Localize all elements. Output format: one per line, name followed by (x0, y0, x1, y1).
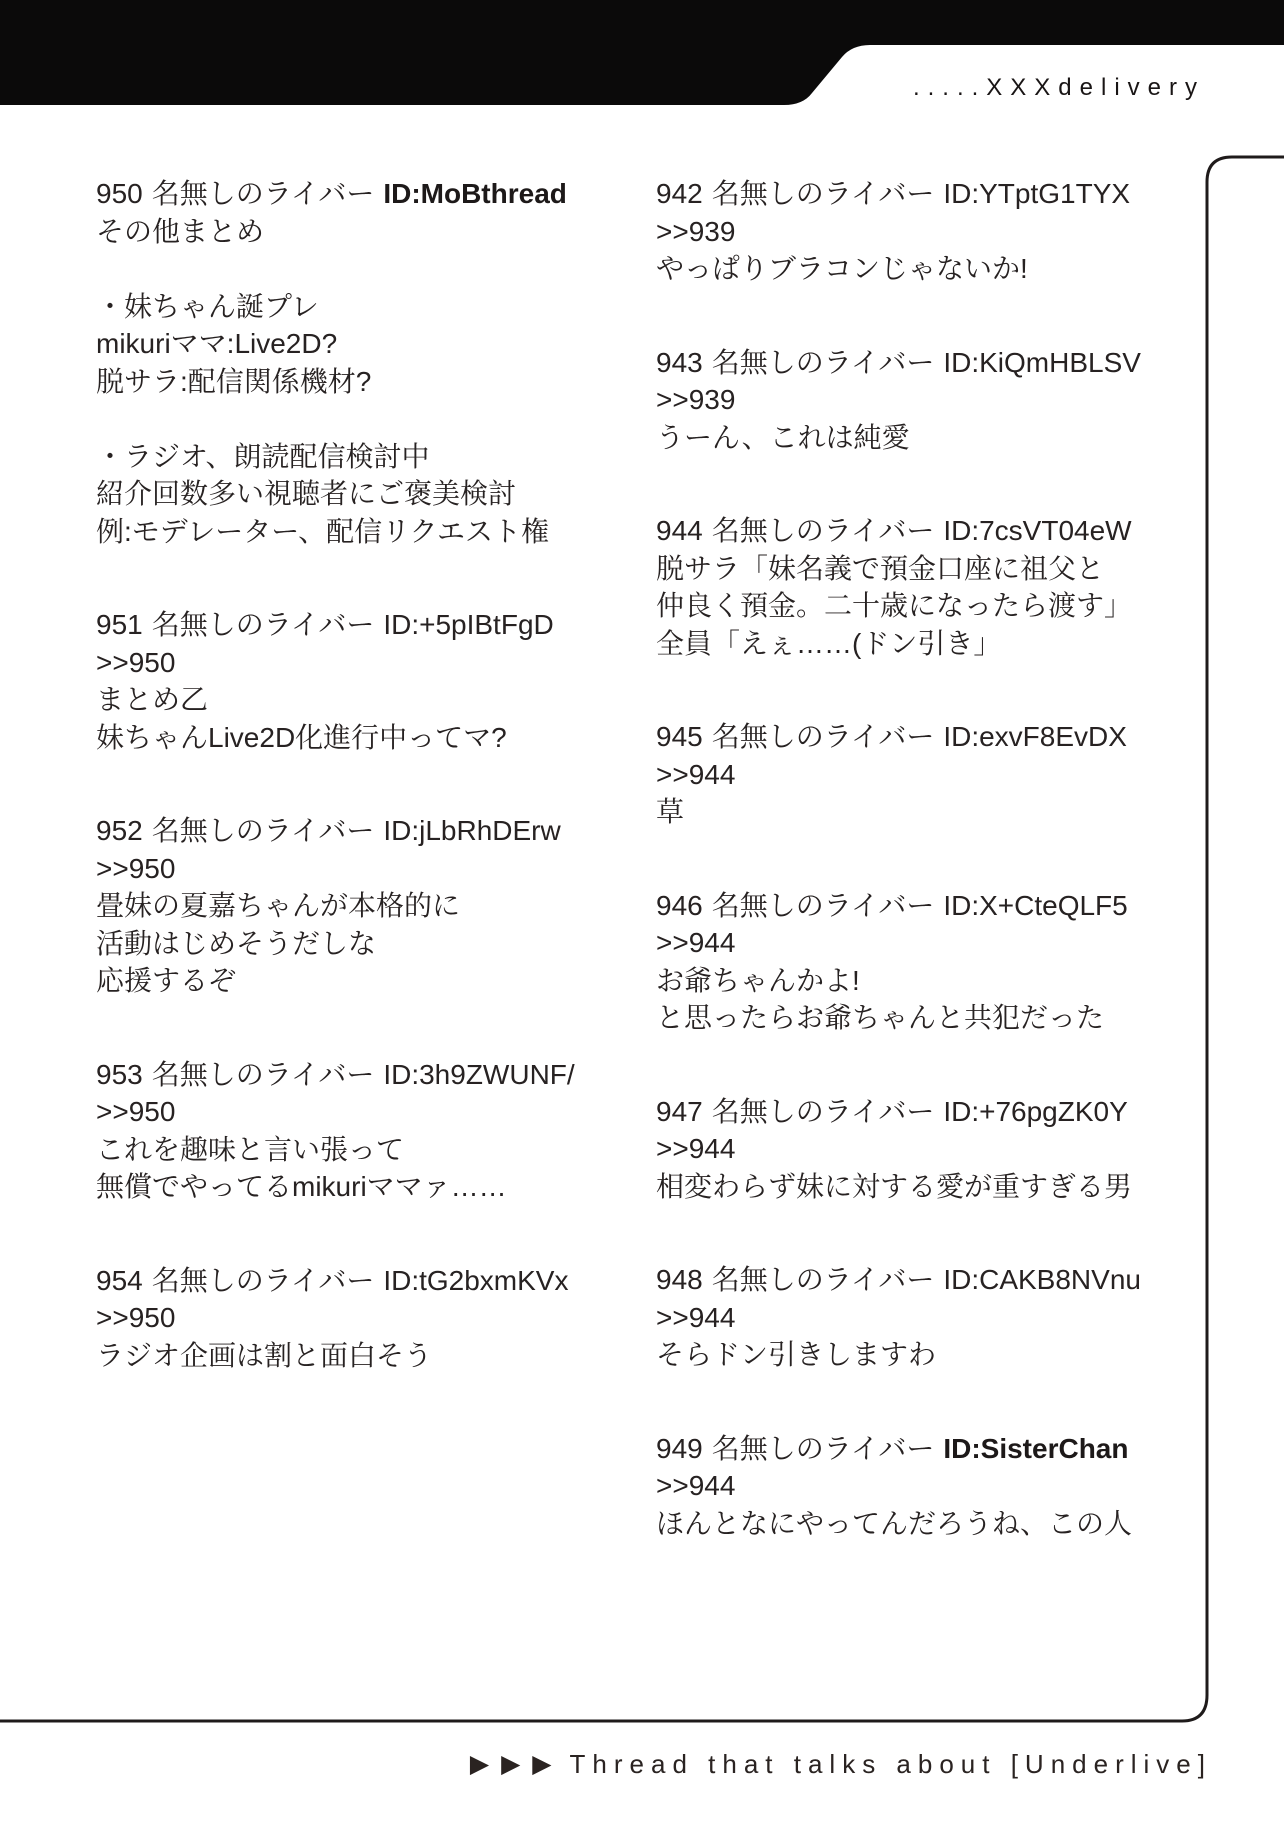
poster-id: ID:YTptG1TYX (943, 178, 1131, 209)
poster-name: 名無しのライバー (151, 1058, 375, 1090)
post-body (96, 850, 636, 1000)
post-header (96, 1262, 636, 1300)
triple-arrow-icon: ▶▶▶ (469, 1750, 564, 1778)
poster-name: 名無しのライバー (711, 346, 935, 378)
post-body (656, 1467, 1196, 1542)
post-body-line: 例:モデレーター、配信リクエスト権 (96, 515, 549, 547)
post-header (96, 175, 636, 213)
thread-post (656, 1430, 1196, 1543)
post-header (656, 344, 1196, 382)
post-body (656, 756, 1196, 831)
poster-name: 名無しのライバー (711, 1432, 935, 1464)
post-header (656, 175, 1196, 213)
post-body-line: ・ラジオ、朗読配信検討中 (96, 440, 430, 472)
poster-name: 名無しのライバー (711, 889, 935, 921)
post-body-line: これを趣味と言い張って (96, 1133, 405, 1165)
footer-title: Thread that talks about [Underlive] (569, 1748, 1212, 1779)
post-body-line: その他まとめ (96, 215, 265, 247)
post-body-line: うーん、これは純愛 (656, 421, 910, 453)
post-number: 952 (96, 815, 143, 846)
reply-anchor-line: >>944 (656, 1470, 736, 1501)
post-number: 951 (96, 609, 143, 640)
poster-name: 名無しのライバー (151, 1264, 375, 1296)
reply-anchor-line: >>944 (656, 1301, 736, 1333)
footer (470, 1745, 1212, 1783)
post-body (656, 550, 1196, 663)
thread-post (96, 812, 636, 1000)
reply-anchor-line: >>944 (656, 1133, 736, 1164)
poster-id: ID:X+CteQLF5 (943, 889, 1128, 921)
poster-id: ID:CAKB8NVnu (943, 1264, 1141, 1295)
poster-id: ID:+5pIBtFgD (383, 609, 554, 640)
post-body-line: と思ったらお爺ちゃんと共犯だった (656, 1002, 1105, 1033)
post-body-line: やっぱりブラコンじゃないか! (656, 253, 1028, 284)
poster-id: ID:KiQmHBLSV (943, 346, 1141, 378)
post-body-line: まとめ乙 (96, 684, 209, 715)
reply-anchor-line: >>950 (96, 1302, 176, 1333)
poster-name: 名無しのライバー (151, 815, 375, 846)
thread-post (656, 175, 1196, 288)
poster-id: ID:exvF8EvDX (943, 721, 1127, 752)
post-header (96, 812, 636, 850)
post-header (656, 718, 1196, 756)
post-body-line: mikuriママ:Live2D? (96, 328, 338, 359)
post-header (656, 1261, 1196, 1299)
post-body-line: 相変わらず妹に対する愛が重すぎる男 (656, 1170, 1133, 1202)
poster-id: ID:MoBthread (383, 178, 567, 209)
post-body (656, 1130, 1196, 1205)
post-body (96, 1093, 636, 1206)
post-header (96, 1056, 636, 1094)
post-body-line: 応援するぞ (96, 965, 237, 996)
post-header (656, 512, 1196, 550)
post-body-line: 紹介回数多い視聴者にご褒美検討 (96, 478, 517, 509)
thread-post (656, 1261, 1196, 1374)
thread-post (96, 175, 636, 550)
blank-line (96, 400, 636, 438)
reply-anchor-line: >>950 (96, 852, 176, 884)
post-header (96, 606, 636, 644)
post-body (656, 924, 1196, 1037)
post-body-line: ・妹ちゃん誕プレ (96, 290, 319, 322)
reply-anchor-line: >>950 (96, 1096, 176, 1127)
post-body-line: 妹ちゃんLive2D化進行中ってマ? (96, 721, 507, 753)
post-header (656, 1093, 1196, 1131)
post-number: 945 (656, 721, 703, 752)
post-body-line: 全員「えぇ……(ドン引き」 (656, 627, 1002, 659)
post-number: 948 (656, 1264, 703, 1295)
post-body (656, 381, 1196, 456)
post-body-line: 仲良く預金。二十歳になったら渡す」 (656, 590, 1133, 621)
post-number: 953 (96, 1058, 143, 1090)
post-body-line: ラジオ企画は割と面白そう (96, 1339, 433, 1371)
post-body (96, 213, 636, 551)
post-body (656, 213, 1196, 288)
post-body (656, 1299, 1196, 1374)
poster-name: 名無しのライバー (711, 1264, 935, 1295)
poster-id: ID:tG2bxmKVx (383, 1264, 569, 1296)
post-number: 943 (656, 346, 703, 378)
reply-anchor-line: >>944 (656, 927, 736, 958)
poster-id: ID:+76pgZK0Y (943, 1095, 1128, 1127)
poster-name: 名無しのライバー (151, 609, 375, 640)
post-header (656, 1430, 1196, 1468)
poster-id: ID:SisterChan (943, 1432, 1129, 1464)
reply-anchor-line: >>939 (656, 215, 736, 247)
thread-post (656, 1093, 1196, 1206)
poster-name: 名無しのライバー (711, 178, 935, 209)
post-body-line: 脱サラ:配信関係機材? (96, 365, 372, 397)
thread-post (96, 1056, 636, 1206)
post-number: 949 (656, 1432, 703, 1464)
thread-post (96, 1262, 636, 1375)
thread-post (96, 606, 636, 756)
post-number: 946 (656, 889, 703, 921)
post-number: 954 (96, 1264, 143, 1296)
poster-id: ID:jLbRhDErw (383, 815, 561, 846)
thread-post (656, 344, 1196, 457)
blank-line (96, 250, 636, 288)
post-body-line: 脱サラ「妹名義で預金口座に祖父と (656, 552, 1105, 584)
reply-anchor-line: >>944 (656, 758, 736, 790)
thread-post (656, 887, 1196, 1037)
post-body-line: 草 (656, 796, 685, 827)
reply-anchor-line: >>950 (96, 646, 176, 678)
thread-post (656, 718, 1196, 831)
post-number: 944 (656, 515, 703, 546)
post-body (96, 644, 636, 757)
post-body-line: そらドン引きしますわ (656, 1339, 937, 1370)
post-number: 942 (656, 178, 703, 209)
post-body-line: お爺ちゃんかよ! (656, 964, 860, 996)
thread-post (656, 512, 1196, 662)
reply-anchor-line: >>939 (656, 384, 736, 415)
post-number: 950 (96, 178, 143, 209)
brand-logo-text: .....XXXdelivery (912, 74, 1205, 101)
thread-column-right (656, 175, 1196, 1598)
post-header (656, 887, 1196, 925)
post-body-line: 無償でやってるmikuriママァ…… (96, 1171, 507, 1202)
poster-id: ID:7csVT04eW (943, 515, 1132, 546)
poster-id: ID:3h9ZWUNF/ (383, 1058, 575, 1090)
post-body (96, 1299, 636, 1374)
poster-name: 名無しのライバー (711, 515, 935, 546)
post-body-line: 畳妹の夏嘉ちゃんが本格的に (96, 890, 461, 921)
post-body-line: ほんとなにやってんだろうね、この人 (656, 1507, 1133, 1539)
post-number: 947 (656, 1095, 703, 1127)
poster-name: 名無しのライバー (711, 721, 935, 752)
poster-name: 名無しのライバー (711, 1095, 935, 1127)
thread-column-left (96, 175, 636, 1430)
poster-name: 名無しのライバー (151, 178, 375, 209)
post-body-line: 活動はじめそうだしな (96, 927, 377, 959)
